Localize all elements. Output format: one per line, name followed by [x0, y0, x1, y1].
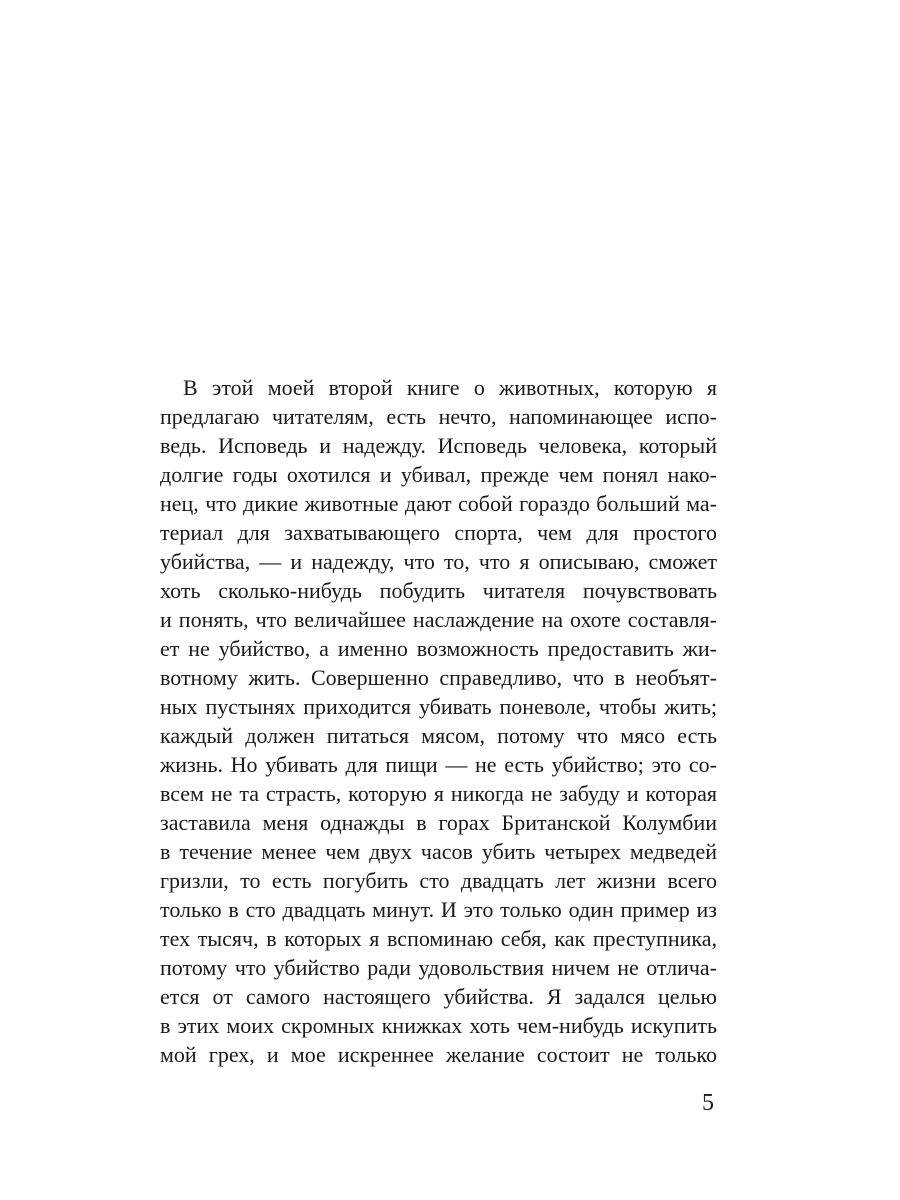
text-line: ных пустынях приходится убивать поневоле, чтобы жить;: [160, 694, 717, 719]
text-line: ет не убийство, а именно возможность предоставить жи-: [160, 636, 717, 661]
text-line: только в сто двадцать минут. И это только один пример из: [160, 897, 717, 922]
text-line: вотному жить. Совершенно справедливо, что в необъят-: [160, 665, 717, 690]
text-line: в течение менее чем двух часов убить четырех медведей: [160, 839, 717, 864]
text-line: жизнь. Но убивать для пищи — не есть убийство; это со-: [160, 752, 717, 777]
page-number: 5: [702, 1090, 714, 1116]
text-line: каждый должен питаться мясом, потому что мясо есть: [160, 723, 717, 748]
text-line: предлагаю читателям, есть нечто, напоминающее испо-: [160, 404, 717, 429]
text-line: мой грех, и мое искреннее желание состоит не только: [160, 1042, 717, 1067]
text-line: нец, что дикие животные дают собой гораздо больший ма-: [160, 491, 717, 516]
text-line: гризли, то есть погубить сто двадцать лет жизни всего: [160, 868, 717, 893]
text-line: убийства, — и надежду, что то, что я описываю, сможет: [160, 549, 717, 574]
text-line: в этих моих скромных книжках хоть чем-нибудь искупить: [160, 1013, 717, 1038]
text-line: и понять, что величайшее наслаждение на охоте составля-: [160, 607, 717, 632]
body-text: [160, 373, 717, 1069]
text-line: В этой моей второй книге о животных, которую я: [183, 375, 717, 400]
text-line: потому что убийство ради удовольствия ничем не отлича-: [160, 955, 717, 980]
text-line: ется от самого настоящего убийства. Я задался целью: [160, 984, 717, 1009]
text-line: териал для захватывающего спорта, чем для простого: [160, 520, 717, 545]
text-line: хоть сколько-нибудь побудить читателя почувствовать: [160, 578, 717, 603]
text-line: тех тысяч, в которых я вспоминаю себя, как преступника,: [160, 926, 717, 951]
text-line: ведь. Исповедь и надежду. Исповедь человека, который: [160, 433, 717, 458]
text-line: долгие годы охотился и убивал, прежде чем понял нако-: [160, 462, 717, 487]
text-line: заставила меня однажды в горах Британской Колумбии: [160, 810, 717, 835]
text-line: всем не та страсть, которую я никогда не забуду и которая: [160, 781, 717, 806]
